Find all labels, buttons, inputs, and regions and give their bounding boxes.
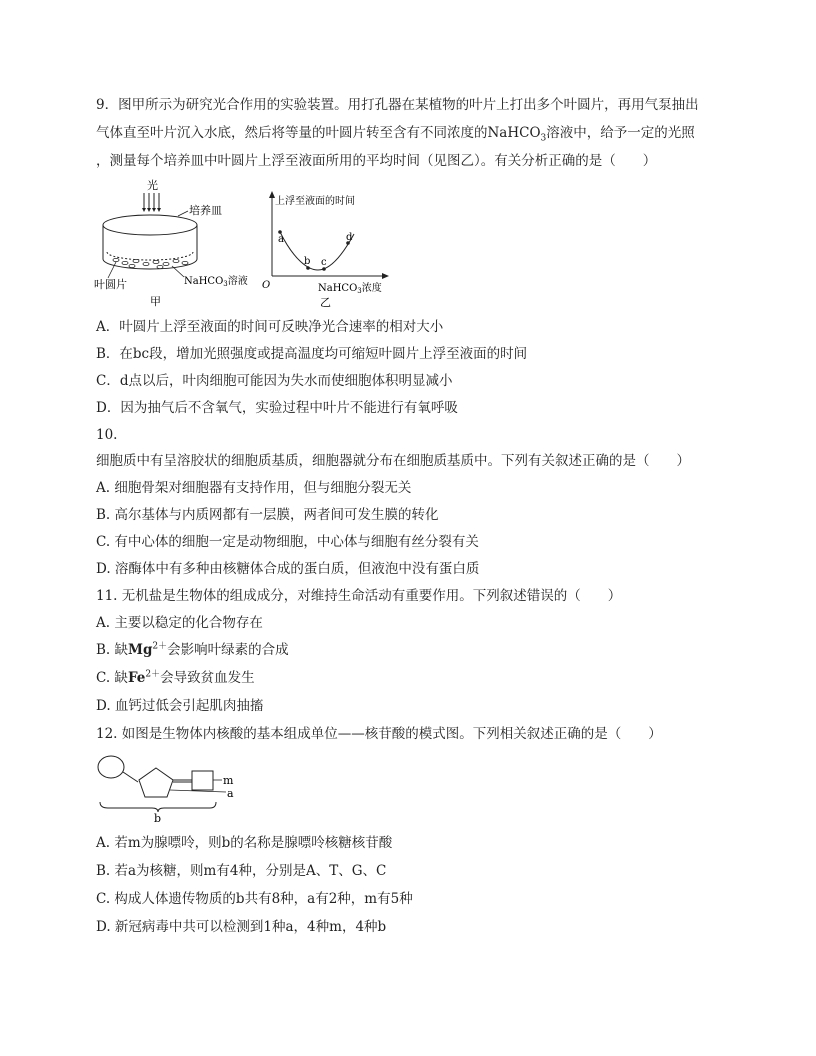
q12-nucleotide-figure: [94, 752, 254, 824]
q12-option-d: D. 新冠病毒中共可以检测到1种a，4种m，4种b: [96, 919, 387, 935]
q11-stem: 11. 无机盐是生物体的组成成分，对维持生命活动有重要作用。下列叙述错误的（ ）: [96, 588, 622, 604]
q12-stem: 12. 如图是生物体内核酸的基本组成单位——核苷酸的模式图。下列相关叙述正确的是（ ）: [96, 726, 662, 742]
q9-figure-jia: [92, 176, 270, 312]
q11-option-a: A. 主要以稳定的化合物存在: [96, 615, 263, 631]
q11-option-c-charge: 2＋: [145, 669, 161, 680]
q10-option-b: B. 高尔基体与内质网都有一层膜，两者间可发生膜的转化: [96, 507, 439, 523]
point-c-label: c: [321, 257, 327, 268]
q9-stem-subscript: 3: [540, 133, 547, 144]
q10-stem: 细胞质中有呈溶胶状的细胞质基质，细胞器就分布在细胞质基质中。下列有关叙述正确的是（ ）: [96, 453, 690, 469]
q9-stem-line-1: 9．图甲所示为研究光合作用的实验装置。用打孔器在某植物的叶片上打出多个叶圆片，再用气泵抽出: [96, 97, 699, 113]
time-curve: [280, 232, 354, 270]
q11-option-c-pre: C. 缺: [96, 670, 128, 686]
q11-option-c-ion: Fe: [127, 670, 146, 686]
q9-option-a: A．叶圆片上浮至液面的时间可反映净光合速率的相对大小: [96, 319, 444, 335]
brace-icon: [100, 802, 216, 812]
solution-label-a: NaHCO: [184, 276, 224, 287]
dish-label: 培养皿: [189, 204, 222, 217]
q11-option-b: [96, 641, 289, 659]
point-a-label: a: [278, 234, 284, 245]
q10-number: 10.: [96, 427, 118, 443]
base-square-icon: [192, 771, 213, 790]
q10-option-a: A. 细胞骨架对细胞器有支持作用，但与细胞分裂无关: [96, 480, 412, 496]
x-axis-label-sub: 3: [357, 287, 362, 295]
q11-option-b-charge: 2＋: [152, 641, 168, 652]
figure-jia-caption: 甲: [150, 295, 161, 308]
solution-label: [184, 274, 248, 288]
q10-option-c: C. 有中心体的细胞一定是动物细胞，中心体与细胞有丝分裂有关: [96, 534, 479, 550]
origin-label: O: [262, 280, 271, 291]
solution-label-b: 溶液: [227, 276, 248, 287]
q11-option-b-pre: B. 缺: [96, 642, 129, 658]
label-a: a: [227, 787, 234, 800]
q11-option-b-ion: Mg: [128, 642, 153, 658]
q9-stem-line-2: [96, 124, 695, 142]
x-axis-label: [318, 281, 382, 295]
q11-option-c: [96, 669, 255, 687]
q12-option-a: A. 若m为腺嘌呤，则b的名称是腺嘌呤核糖核苷酸: [96, 835, 393, 851]
x-axis-label-a: NaHCO: [318, 283, 358, 294]
figure-yi-caption: 乙: [320, 296, 331, 309]
sugar-pentagon-icon: [139, 768, 173, 797]
q9-option-c: C．d点以后，叶肉细胞可能因为失水而使细胞体积明显减小: [96, 373, 453, 389]
light-arrows-icon: [144, 193, 159, 210]
q9-option-b: B．在bc段，增加光照强度或提高温度均可缩短叶圆片上浮至液面的时间: [96, 346, 528, 362]
q11-option-c-post: 会导致贫血发生: [160, 670, 255, 686]
q11-option-d: D. 血钙过低会引起肌肉抽搐: [96, 698, 264, 714]
point-d-label: d: [346, 232, 353, 243]
light-label: 光: [147, 179, 158, 192]
phosphate-circle-icon: [98, 756, 124, 778]
q9-figure-yi: [258, 188, 408, 312]
point-b-label: b: [304, 256, 311, 267]
solution-label-sub: 3: [223, 280, 228, 288]
q11-option-b-post: 会影响叶绿素的合成: [167, 642, 289, 658]
y-axis-label: 上浮至液面的时间: [275, 196, 355, 207]
q9-option-d: D．因为抽气后不含氧气，实验过程中叶片不能进行有氧呼吸: [96, 400, 458, 416]
q10-option-d: D. 溶酶体中有多种由核糖体合成的蛋白质，但液泡中没有蛋白质: [96, 561, 480, 577]
x-axis-label-b: 浓度: [361, 283, 382, 294]
q9-stem-line-3: ，测量每个培养皿中叶圆片上浮至液面所用的平均时间（见图乙）。有关分析正确的是（ ）: [96, 153, 657, 169]
q9-stem-text: 气体直至叶片沉入水底，然后将等量的叶圆片转至含有不同浓度的NaHCO: [96, 125, 541, 141]
leaf-label: 叶圆片: [94, 278, 127, 291]
q12-option-b: B. 若a为核糖，则m有4种，分别是A、T、G、C: [96, 863, 387, 879]
q9-stem-text-cont: 溶液中，给予一定的光照: [546, 125, 695, 141]
label-b: b: [154, 812, 162, 824]
q12-option-c: C. 构成人体遗传物质的b共有8种，a有2种，m有5种: [96, 891, 413, 907]
label-m: m: [223, 774, 234, 787]
